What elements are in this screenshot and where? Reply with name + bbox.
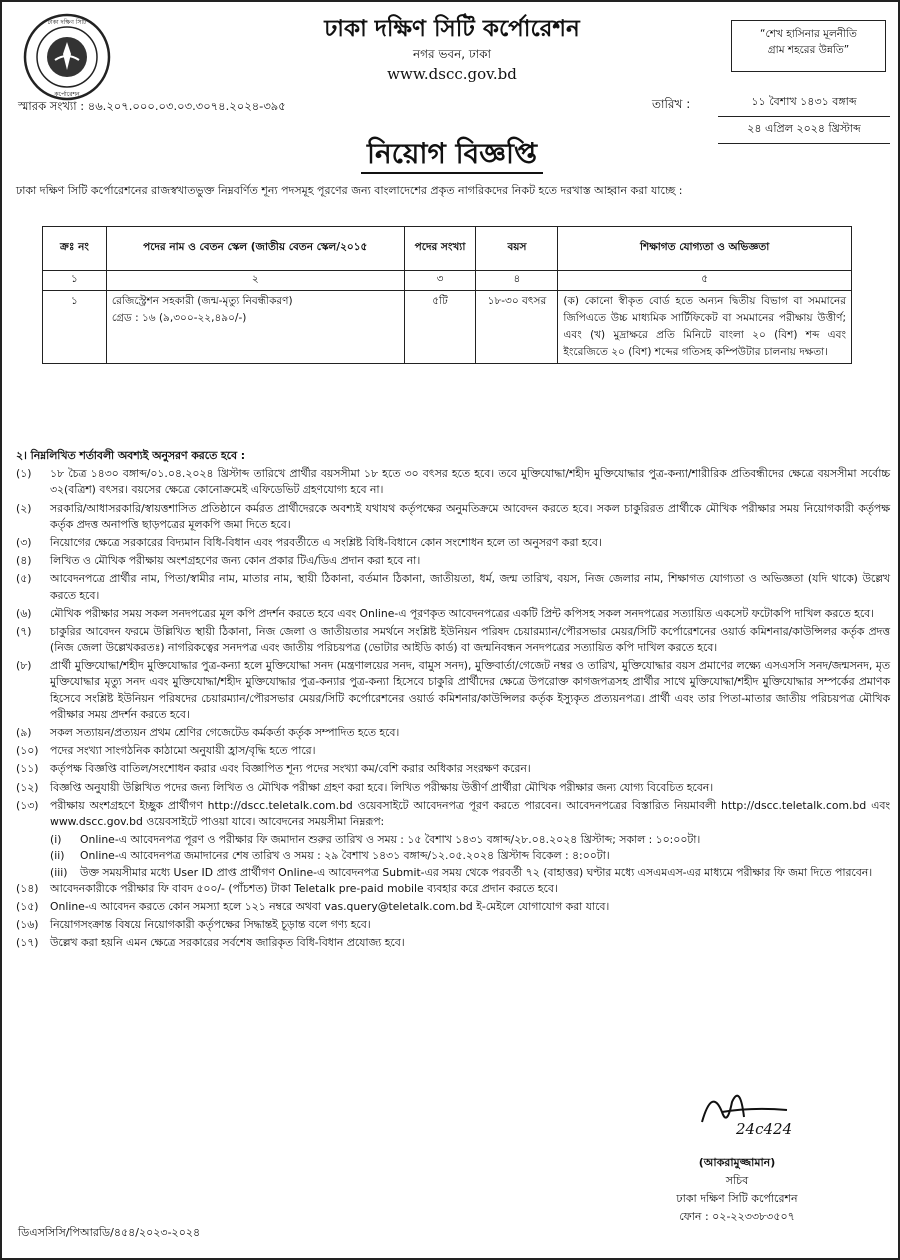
item-text: কর্তৃপক্ষ বিজ্ঞপ্তি বাতিল/সংশোধন করার এবং বিজ্ঞাপিত শূন্য পদের সংখ্যা কম/বেশি করার অধিকার সংরক্ষণ করেন।: [50, 762, 531, 776]
item-number: (১১): [16, 762, 39, 776]
item-number: (ii): [50, 849, 65, 863]
list-item: [16, 935, 890, 951]
list-item: [16, 725, 890, 741]
item-text: বিজ্ঞপ্তি অনুযায়ী উল্লিখিত পদের জন্য লিখিত ও মৌখিক পরীক্ষা গ্রহণ করা হবে। লিখিত পরীক্ষায় উত্তীর্ণ প্রার্থীরা মৌখিক পরীক্ষার জন্য যোগ্য বিবেচিত হবেন।: [50, 780, 714, 794]
list-item: [16, 743, 890, 759]
signatory-organization: ঢাকা দক্ষিণ সিটি কর্পোরেশন: [676, 1192, 798, 1206]
date-bangla: ১১ বৈশাখ ১৪৩১ বঙ্গাব্দ: [718, 90, 890, 117]
conditions-heading: ২। নিম্নলিখিত শর্তাবলী অবশ্যই অনুসরণ করতে হবে :: [16, 449, 246, 462]
reference-number: ডিএসসিসি/পিআরডি/৪৫৪/২০২৩-২০২৪: [18, 1226, 201, 1239]
list-item: [16, 658, 890, 723]
item-text: আবেদনকারীকে পরীক্ষার ফি বাবদ ৫০০/- (পাঁচশত) টাকা Teletalk pre-paid mobile ব্যবহার করে প্রদান করতে হবে।: [50, 881, 558, 895]
column-number: ১: [43, 271, 107, 291]
item-number: (১৪): [16, 881, 39, 895]
item-number: (১৩): [16, 798, 39, 812]
row-age: ১৮-৩০ বৎসর: [476, 291, 558, 364]
header-post: পদের নাম ও বেতন স্কেল (জাতীয় বেতন স্কেল/২০১৫: [106, 227, 404, 271]
signature-date: 24c424: [736, 1120, 793, 1138]
motto-box: [731, 20, 886, 72]
item-number: (৫): [16, 572, 32, 586]
item-text: Online-এ আবেদনপত্র পূরণ ও পরীক্ষার ফি জমাদান শুরুর তারিখ ও সময় : ১৫ বৈশাখ ১৪৩১ বঙ্গাব্দ/২৮.০৪.২০২৪ খ্রিস্টাব্দ; সকাল : ১০:০০টা।: [80, 833, 701, 847]
signatory-block: [622, 1154, 852, 1227]
item-text: Online-এ আবেদনপত্র জমাদানের শেষ তারিখ ও সময় : ২৯ বৈশাখ ১৪৩১ বঙ্গাব্দ/১২.০৫.২০২৪ খ্রিস্টাব্দ বিকেল : ৪:০০টা।: [80, 849, 610, 863]
conditions-list-continued: [16, 881, 890, 952]
header-serial: ক্রঃ নং: [43, 227, 107, 271]
item-text: প্রার্থী মুক্তিযোদ্ধা/শহীদ মুক্তিযোদ্ধার পুত্র-কন্যা হলে মুক্তিযোদ্ধা সনদ (মন্ত্রণালয়ের সনদ, বামুস সনদ), মুক্তিবার্তা/গেজেট নম্বর ও তারিখ, মুক্তিযোদ্ধার বয়স প্রমাণের লক্ষ্যে এসএসসি সনদ/জন্মসনদ, মৃত মুক্তিযোদ্ধার মৃত্যু সনদ এবং মুক্তিযোদ্ধা/শহীদ মুক্তিযোদ্ধার পুত্র-কন্যার পুত্র-কন্যা হিসেবে চাকুরি প্রার্থীদের ক্ষেত্রে উপরোক্ত কাগজপত্রসহ প্রার্থীর সাথে মুক্তিযোদ্ধা/শহীদ মুক্তিযোদ্ধার সম্পর্কের প্রমাণক হিসেবে সংশ্লিষ্ট ইউনিয়ন পরিষদের চেয়ারম্যান/পৌরসভার মেয়র/সিটি কর্পোরেশনের ওয়ার্ড কমিশনার/কাউন্সিলর কর্তৃক ইস্যুকৃত প্রত্যয়নপত্র। প্রার্থী এবং তার পিতা-মাতার জাতীয় পরিচয়পত্র মৌখিক পরীক্ষার সময় প্রদর্শন করতে হবে।: [50, 659, 890, 721]
row-qualification: (ক) কোনো স্বীকৃত বোর্ড হতে অন্যন দ্বিতীয় বিভাগ বা সমমানের জিপিএতে উচ্চ মাধ্যমিক সার্টিফিকেট বা সমমানের পরীক্ষায় উত্তীর্ণ; এবং (খ) মুদ্রাক্ষরে প্রতি মিনিটে বাংলা ২০ (বিশ) শব্দ এবং ইংরেজিতে ২০ (বিশ) শব্দের গতিসহ কম্পিউটার চালনায় দক্ষতা।: [558, 291, 852, 364]
item-text: উক্ত সময়সীমার মধ্যে User ID প্রাপ্ত প্রার্থীগণ Online-এ আবেদনপত্র Submit-এর সময় থেকে পরবর্তী ৭২ (বাহাত্তর) ঘণ্টার মধ্যে এসএমএস-এর মাধ্যমে পরীক্ষার ফি জমা দিতে পারবেন।: [80, 865, 873, 879]
row-serial: ১: [43, 291, 107, 364]
conditions-list: [16, 466, 890, 830]
list-item: [16, 917, 890, 933]
notice-title: [2, 132, 900, 179]
column-number-row: [43, 271, 852, 291]
item-text: সকল সত্যায়ন/প্রত্যয়ন প্রথম শ্রেণির গেজেটেড কর্মকর্তা কর্তৃক সম্পাদিত হতে হবে।: [50, 726, 400, 739]
item-number: (iii): [50, 865, 68, 879]
post-name: রেজিস্ট্রেশন সহকারী (জন্ম-মৃত্যু নিবন্ধীকরণ): [111, 295, 293, 307]
table-row: [43, 291, 852, 364]
vacancy-table: [42, 226, 852, 364]
item-text: Online-এ আবেদন করতে কোন সমস্যা হলে ১২১ নম্বরে অথবা vas.query@teletalk.com.bd ই-মেইলে যোগাযোগ করা যাবে।: [50, 899, 610, 913]
item-number: (৩): [16, 535, 32, 549]
intro-paragraph: ঢাকা দক্ষিণ সিটি কর্পোরেশনের রাজস্বখাতভুক্ত নিম্নবর্ণিত শূন্য পদসমূহ পূরণের জন্য বাংলাদেশের প্রকৃত নাগরিকদের নিকট হতে দরখাস্ত আহ্বান করা যাচ্ছে :: [16, 184, 683, 197]
signature-image: [692, 1082, 802, 1142]
item-text: নিয়োগসংক্রান্ত বিষয়ে নিয়োগকারী কর্তৃপক্ষের সিদ্ধান্তই চূড়ান্ত বলে গণ্য হবে।: [50, 918, 371, 932]
header-qualification: শিক্ষাগত যোগ্যতা ও অভিজ্ঞতা: [558, 227, 852, 271]
motto-line-2: গ্রাম শহরের উন্নতি”: [767, 44, 850, 57]
list-item: [16, 780, 890, 796]
post-grade: গ্রেড : ১৬ (৯,৩০০-২২,৪৯০/-): [111, 312, 247, 324]
item-text: মৌখিক পরীক্ষার সময় সকল সনদপত্রের মূল কপি প্রদর্শন করতে হবে এবং Online-এ পূরণকৃত আবেদনপত্রের একটি প্রিন্ট কপিসহ সকল সনদপত্রের সত্যায়িত একসেট ফটোকপি দাখিল করতে হবে।: [50, 606, 875, 620]
list-item: [16, 606, 890, 622]
item-text: নিয়োগের ক্ষেত্রে সরকারের বিদ্যমান বিধি-বিধান এবং পরবর্তীতে এ সংশ্লিষ্ট বিধি-বিধানে কোন সংশোধন হলে তা অনুসরণ করা হবে।: [50, 535, 602, 549]
list-item: [16, 571, 890, 603]
item-text: চাকুরির আবেদন ফরমে উল্লিখিত স্থায়ী ঠিকানা, নিজ জেলা ও জাতীয়তার সমর্থনে সংশ্লিষ্ট ইউনিয়ন পরিষদ চেয়ারম্যান/পৌরসভার মেয়র/সিটি কর্পোরেশনের ওয়ার্ড কমিশনার/কাউন্সিলর কর্তৃক প্রদত্ত (নিজ জেলা উল্লেখকরতঃ) নাগরিকত্বের সনদপত্র এবং জাতীয় পরিচয়পত্র (ভোটার আইডি কার্ড) বা জন্মনিবন্ধন সনদপত্রের সত্যায়িত কপি দাখিল করতে হবে।: [50, 624, 890, 655]
list-item: [16, 798, 890, 830]
list-item: [16, 466, 890, 498]
header-age: বয়স: [476, 227, 558, 271]
item-text: পরীক্ষায় অংশগ্রহণে ইচ্ছুক প্রার্থীগণ http://dscc.teletalk.com.bd ওয়েবসাইটে আবেদনপত্র পূরণ করতে পারবেন। আবেদনপত্রের বিস্তারিত নিয়মাবলী http://dscc.teletalk.com.bd এবং www.dscc.gov.bd ওয়েবসাইটে পাওয়া যাবে। আবেদনের সময়সীমা নিম্নরূপ:: [50, 798, 890, 828]
organization-address: নগর ভবন, ঢাকা: [413, 47, 491, 61]
memo-number: স্মারক সংখ্যা : ৪৬.২০৭.০০০.০৩.০৩.৩০৭৪.২০২৪-৩৯৫: [18, 99, 286, 113]
table-header-row: [43, 227, 852, 271]
svg-text:কর্পোরেশন: কর্পোরেশন: [54, 91, 80, 98]
row-count: ৫টি: [404, 291, 476, 364]
list-item: [16, 553, 890, 569]
list-item: [16, 881, 890, 897]
item-number: (৯): [16, 726, 32, 739]
item-text: পদের সংখ্যা সাংগঠনিক কাঠামো অনুযায়ী হ্রাস/বৃদ্ধি হতে পারে।: [50, 744, 316, 758]
organization-website[interactable]: www.dscc.gov.bd: [387, 65, 517, 83]
item-number: (১০): [16, 744, 39, 758]
item-number: (১৫): [16, 899, 39, 913]
item-number: (৮): [16, 659, 32, 673]
item-number: (১২): [16, 780, 39, 794]
list-item: [16, 899, 890, 915]
conditions-section: [16, 448, 890, 953]
item-number: (৬): [16, 606, 32, 620]
item-text: ১৮ চৈত্র ১৪৩০ বঙ্গাব্দ/০১.০৪.২০২৪ খ্রিস্টাব্দ তারিখে প্রার্থীর বয়সসীমা ১৮ হতে ৩০ বৎসর হতে হবে। তবে মুক্তিযোদ্ধা/শহীদ মুক্তিযোদ্ধার পুত্র-কন্যা/শারীরিক প্রতিবন্ধীদের ক্ষেত্রে বয়সসীমা সর্বোচ্চ ৩২(বত্রিশ) বৎসর। বয়সের ক্ষেত্রে কোনোক্রমেই এফিডেভিট গ্রহণযোগ্য হবে না।: [50, 467, 890, 497]
item-number: (৭): [16, 624, 32, 638]
deadline-list: [16, 832, 890, 881]
item-text: উল্লেখ করা হয়নি এমন ক্ষেত্রে সরকারের সর্বশেষ জারিকৃত বিধি-বিধান প্রযোজ্য হবে।: [50, 936, 405, 950]
signatory-phone: ফোন : ০২-২২৩৩৮৩৫০৭: [679, 1210, 795, 1224]
column-number: ৪: [476, 271, 558, 291]
column-number: ৩: [404, 271, 476, 291]
item-number: (১৬): [16, 918, 39, 932]
svg-text:ঢাকা দক্ষিণ সিটি: ঢাকা দক্ষিণ সিটি: [47, 19, 87, 26]
organization-title: ঢাকা দক্ষিণ সিটি কর্পোরেশন: [324, 16, 580, 42]
list-item: [50, 832, 890, 848]
list-item: [16, 761, 890, 777]
item-text: আবেদনপত্রে প্রার্থীর নাম, পিতা/স্বামীর নাম, মাতার নাম, স্থায়ী ঠিকানা, বর্তমান ঠিকানা, জাতীয়তা, ধর্ম, জন্ম তারিখ, বয়স, নিজ জেলার নাম, শিক্ষাগত যোগ্যতা ও অভিজ্ঞতা (যদি থাকে) উল্লেখ করতে হবে।: [50, 572, 890, 602]
item-text: লিখিত ও মৌখিক পরীক্ষায় অংশগ্রহণের জন্য কোন প্রকার টিএ/ডিএ প্রদান করা হবে না।: [50, 554, 421, 568]
motto-line-1: “শেখ হাসিনার মূলনীতি: [760, 28, 857, 40]
column-number: ৫: [558, 271, 852, 291]
header-count: পদের সংখ্যা: [404, 227, 476, 271]
list-item: [16, 535, 890, 551]
list-item: [16, 501, 890, 533]
signatory-designation: সচিব: [725, 1174, 749, 1188]
list-item: [16, 624, 890, 656]
column-number: ২: [106, 271, 404, 291]
list-item: [50, 865, 890, 881]
date-label: তারিখ :: [652, 97, 691, 111]
notice-title-text: নিয়োগ বিজ্ঞপ্তি: [361, 137, 543, 174]
item-number: (১): [16, 467, 32, 481]
date-english: ২৪ এপ্রিল ২০২৪ খ্রিস্টাব্দ: [718, 117, 890, 144]
row-post: [106, 291, 404, 364]
item-number: (২): [16, 501, 32, 515]
list-item: [50, 848, 890, 864]
item-number: (৪): [16, 554, 32, 568]
signatory-name: (আকরামুজ্জামান): [698, 1156, 776, 1169]
item-text: সরকারি/আধাসরকারি/স্বায়ত্তশাসিত প্রতিষ্ঠানে কর্মরত প্রার্থীদেরকে অবশ্যই যথাযথ কর্তৃপক্ষের অনুমতিক্রমে আবেদন করতে হবে। সকল চাকুরিরত প্রার্থীকে মৌখিক পরীক্ষার সময় নিয়োগকারী কর্তৃপক্ষ কর্তৃক প্রদত্ত অনাপত্তি ছাড়পত্রের মূলকপি জমা দিতে হবে।: [50, 501, 890, 531]
item-number: (i): [50, 833, 62, 847]
item-number: (১৭): [16, 936, 39, 950]
